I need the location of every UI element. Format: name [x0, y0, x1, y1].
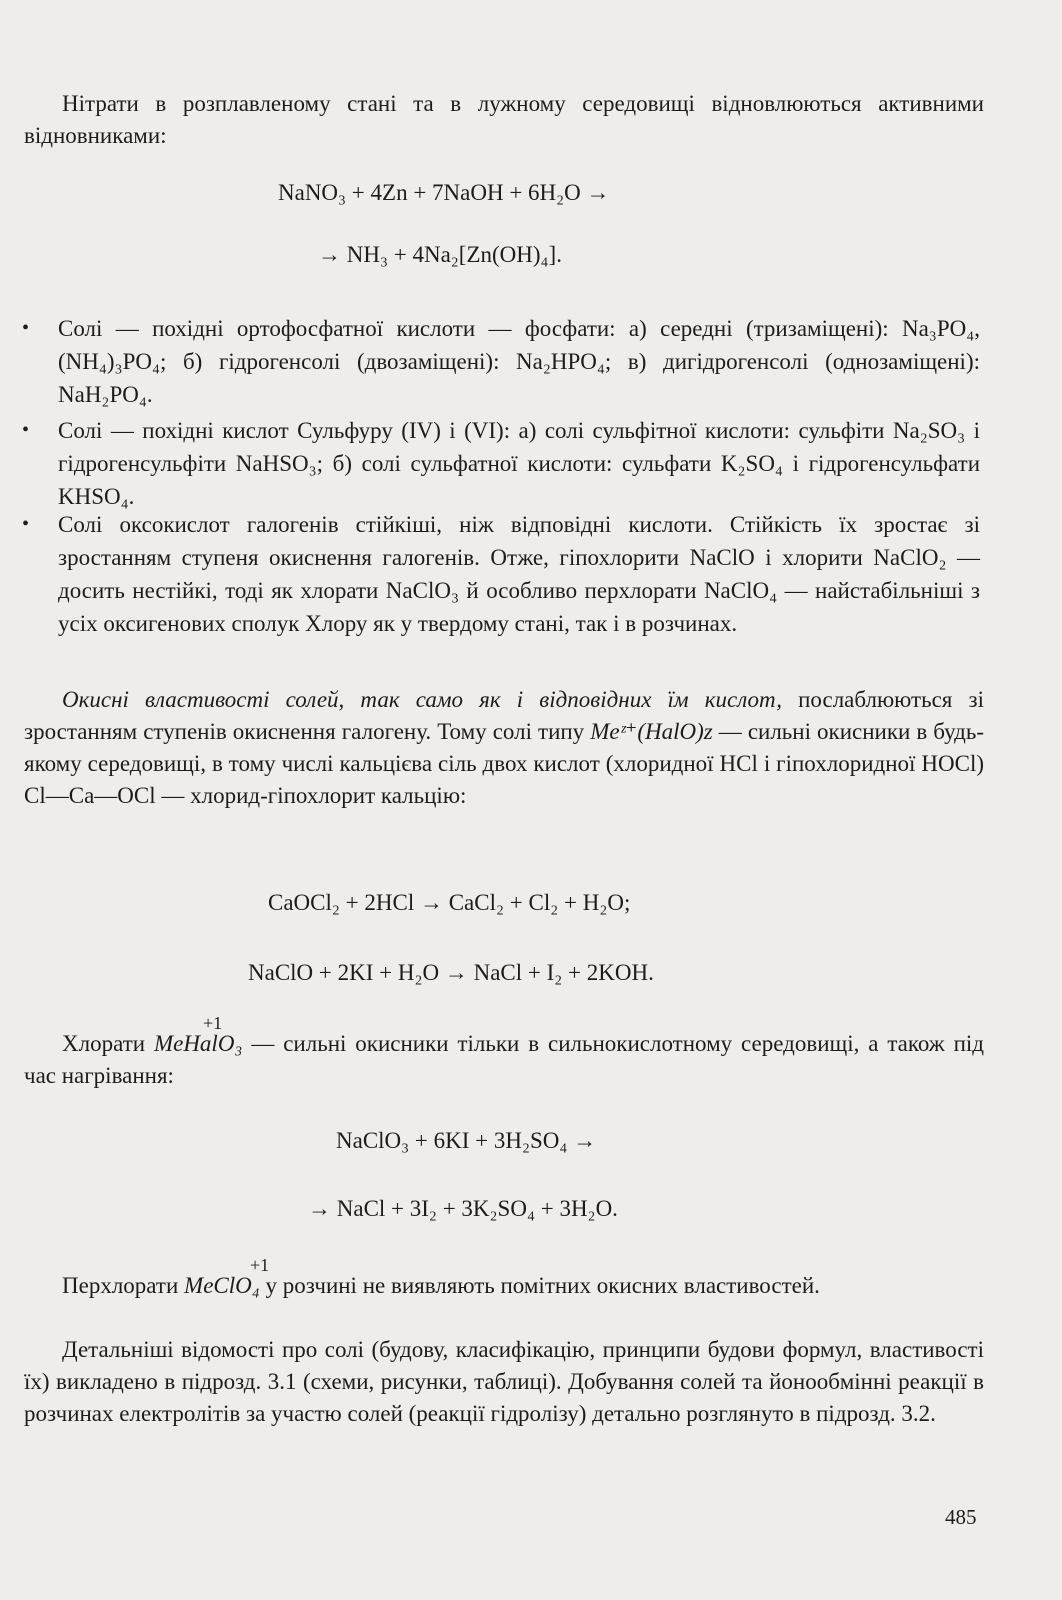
perchlorates-prefix: Перхлорати — [62, 1273, 179, 1298]
oxidizing-italic-text: Окисні властивості солей, так само як і відповідних їм кислот, — [62, 687, 782, 712]
equation-2-line-2: NaClO + 2KI + H₂O → NaCl + I₂ + 2KOH. — [248, 960, 654, 985]
bullet-dot-icon: • — [22, 513, 30, 535]
equation-3-line-1: NaClO₃ + 6KI + 3H₂SO₄ → — [336, 1128, 597, 1153]
equation-1-line-2: → NH₃ + 4Na₂[Zn(OH)₄]. — [318, 242, 562, 267]
perchlorates-formula: MeClO₄ — [184, 1273, 260, 1298]
bullet-sulfur-salts — [22, 414, 980, 513]
bullet-phosphates — [22, 312, 980, 411]
perchlorates-paragraph — [24, 1270, 984, 1302]
chlorates-oxidation-state: +1 — [203, 1013, 223, 1033]
bullet-dot-icon: • — [22, 317, 30, 339]
intro-paragraph: Нітрати в розплавленому стані та в лужному середовищі відновлюються активними відновниками: — [24, 91, 984, 148]
equation-2-line-1: CaOCl₂ + 2HCl → CaCl₂ + Cl₂ + H₂O; — [268, 890, 631, 915]
perchlorates-text: у розчині не виявляють помітних окисних властивостей. — [265, 1273, 820, 1298]
equation-3-line-2: → NaCl + 3I₂ + 3K₂SO₄ + 3H₂O. — [308, 1196, 618, 1221]
bullet-halogen-salts — [22, 508, 980, 640]
chlorates-prefix: Хлорати — [62, 1031, 146, 1056]
oxidizing-text: послаблюються зі зростанням ступенів окиснення галогену. Тому солі типу — [24, 687, 984, 744]
oxidizing-formula: Meᶻ⁺(HalO)z — [590, 719, 713, 744]
page-number: 485 — [945, 1505, 977, 1529]
bullet-sulfur-salts-text: Солі — похідні кислот Сульфуру (IV) і (VI): а) солі сульфітної кислоти: сульфіти Na₂SO₃ і гідрогенсульфіти NaHSO₃; б) солі сульфатної кислоти: сульфати K₂SO₄ і гідрогенсульфати KHSO₄. — [58, 418, 980, 509]
oxidizing-text-2: — сильні окисники в будь-якому середовищі, в тому числі кальцієва сіль двох кислот (хлоридної HCl і гіпохлоридної HOCl) Cl—Ca—OCl — хлорид-гіпохлорит кальцію: — [24, 719, 985, 808]
chlorates-paragraph — [24, 1028, 984, 1092]
chlorates-text: — сильні окисники тільки в сильнокислотному середовищі, а також під час нагрівання: — [24, 1031, 984, 1088]
oxidizing-paragraph — [24, 684, 984, 812]
perchlorates-oxidation-state: +1 — [250, 1255, 270, 1275]
details-paragraph: Детальніші відомості про солі (будову, класифікацію, принципи будови формул, властивості їх) викладено в підрозд. 3.1 (схеми, рисунки, таблиці). Добування солей та йонообмінні реакції в розчинах електролітів за участю солей (реакції гідролізу) детально розглянуто в підрозд. 3.2. — [24, 1337, 984, 1426]
equation-1-line-1: NaNO₃ + 4Zn + 7NaOH + 6H₂O → — [278, 180, 610, 205]
bullet-halogen-salts-text: Солі оксокислот галогенів стійкіші, ніж відповідні кислоти. Стійкість їх зростає зі зростанням ступеня окиснення галогенів. Отже, гіпохлорити NaClO і хлорити NaClO₂ — досить нестійкі, тоді як хлорати NaClO₃ й особливо перхлорати NaClO₄ — найстабільніші з усіх оксигенових сполук Хлору як у твердому стані, так і в розчинах. — [58, 512, 980, 636]
bullet-phosphates-text: Солі — похідні ортофосфатної кислоти — фосфати: а) середні (тризаміщені): Na₃PO₄, (NH₄)₃PO₄; б) гідрогенсолі (двозаміщені): Na₂HPO₄; в) дигідрогенсолі (однозаміщені): NaH₂PO₄. — [58, 316, 980, 407]
bullet-dot-icon: • — [22, 419, 30, 441]
chlorates-formula: MeHalO₃ — [153, 1031, 243, 1056]
